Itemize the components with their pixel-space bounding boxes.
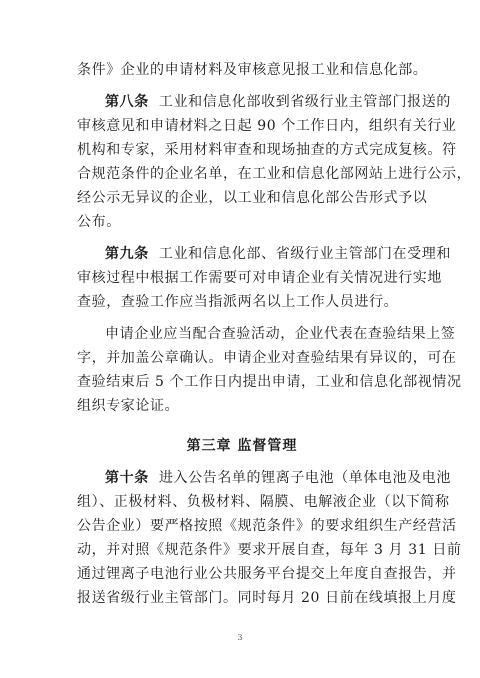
paragraph-line bbox=[77, 466, 451, 490]
paragraph-line: 经公示无异议的企业，以工业和信息化部公告形式予以 bbox=[77, 190, 428, 206]
article-text: 工业和信息化部、省级行业主管部门在受理和 bbox=[158, 246, 451, 262]
paragraph-line bbox=[77, 242, 451, 266]
paragraph-line: 查验，查验工作应当指派两名以上工作人员进行。 bbox=[77, 294, 399, 310]
paragraph-line: 审核过程中根据工作需要可对申请企业有关情况进行实地 bbox=[77, 270, 442, 286]
paragraph-line: 条件》企业的申请材料及审核意见报工业和信息化部。 bbox=[77, 62, 428, 78]
article-heading: 第八条 bbox=[105, 94, 149, 110]
paragraph-line: 组）、正极材料、负极材料、隔膜、电解液企业（以下简称 bbox=[77, 494, 450, 510]
page-number: 3 bbox=[237, 633, 243, 642]
article-text: 工业和信息化部收到省级行业主管部门报送的 bbox=[158, 94, 451, 110]
paragraph-line: 合规范条件的企业名单，在工业和信息化部网站上进行公示， bbox=[77, 166, 472, 182]
paragraph-line: 动，并对照《规范条件》要求开展自查，每年 3 月 31 日前 bbox=[77, 542, 462, 558]
paragraph-line bbox=[77, 90, 451, 114]
article-text: 进入公告名单的锂离子电池（单体电池及电池 bbox=[158, 470, 451, 486]
chapter-title: 第三章 监督管理 bbox=[186, 438, 298, 454]
document-body bbox=[77, 58, 472, 610]
paragraph-line: 机构和专家，采用材料审查和现场抽查的方式完成复核。符 bbox=[77, 142, 457, 158]
paragraph-line: 申请企业应当配合查验活动，企业代表在查验结果上签 bbox=[105, 326, 456, 342]
paragraph-line: 通过锂离子电池行业公共服务平台提交上年度自查报告，并 bbox=[77, 566, 457, 582]
paragraph-line: 字，并加盖公章确认。申请企业对查验结果有异议的，可在 bbox=[77, 350, 457, 366]
article-heading: 第十条 bbox=[105, 470, 149, 486]
paragraph-line: 报送省级行业主管部门。同时每月 20 日前在线填报上月度 bbox=[77, 590, 457, 606]
paragraph-line: 公布。 bbox=[77, 214, 121, 230]
paragraph-line: 组织专家论证。 bbox=[77, 398, 180, 414]
article-heading: 第九条 bbox=[105, 246, 149, 262]
paragraph-line: 公告企业）要严格按照《规范条件》的要求组织生产经营活 bbox=[77, 518, 457, 534]
paragraph-line: 查验结束后 5 个工作日内提出申请，工业和信息化部视情况 bbox=[77, 374, 462, 390]
paragraph-line: 审核意见和申请材料之日起 90 个工作日内，组织有关行业 bbox=[77, 118, 457, 134]
